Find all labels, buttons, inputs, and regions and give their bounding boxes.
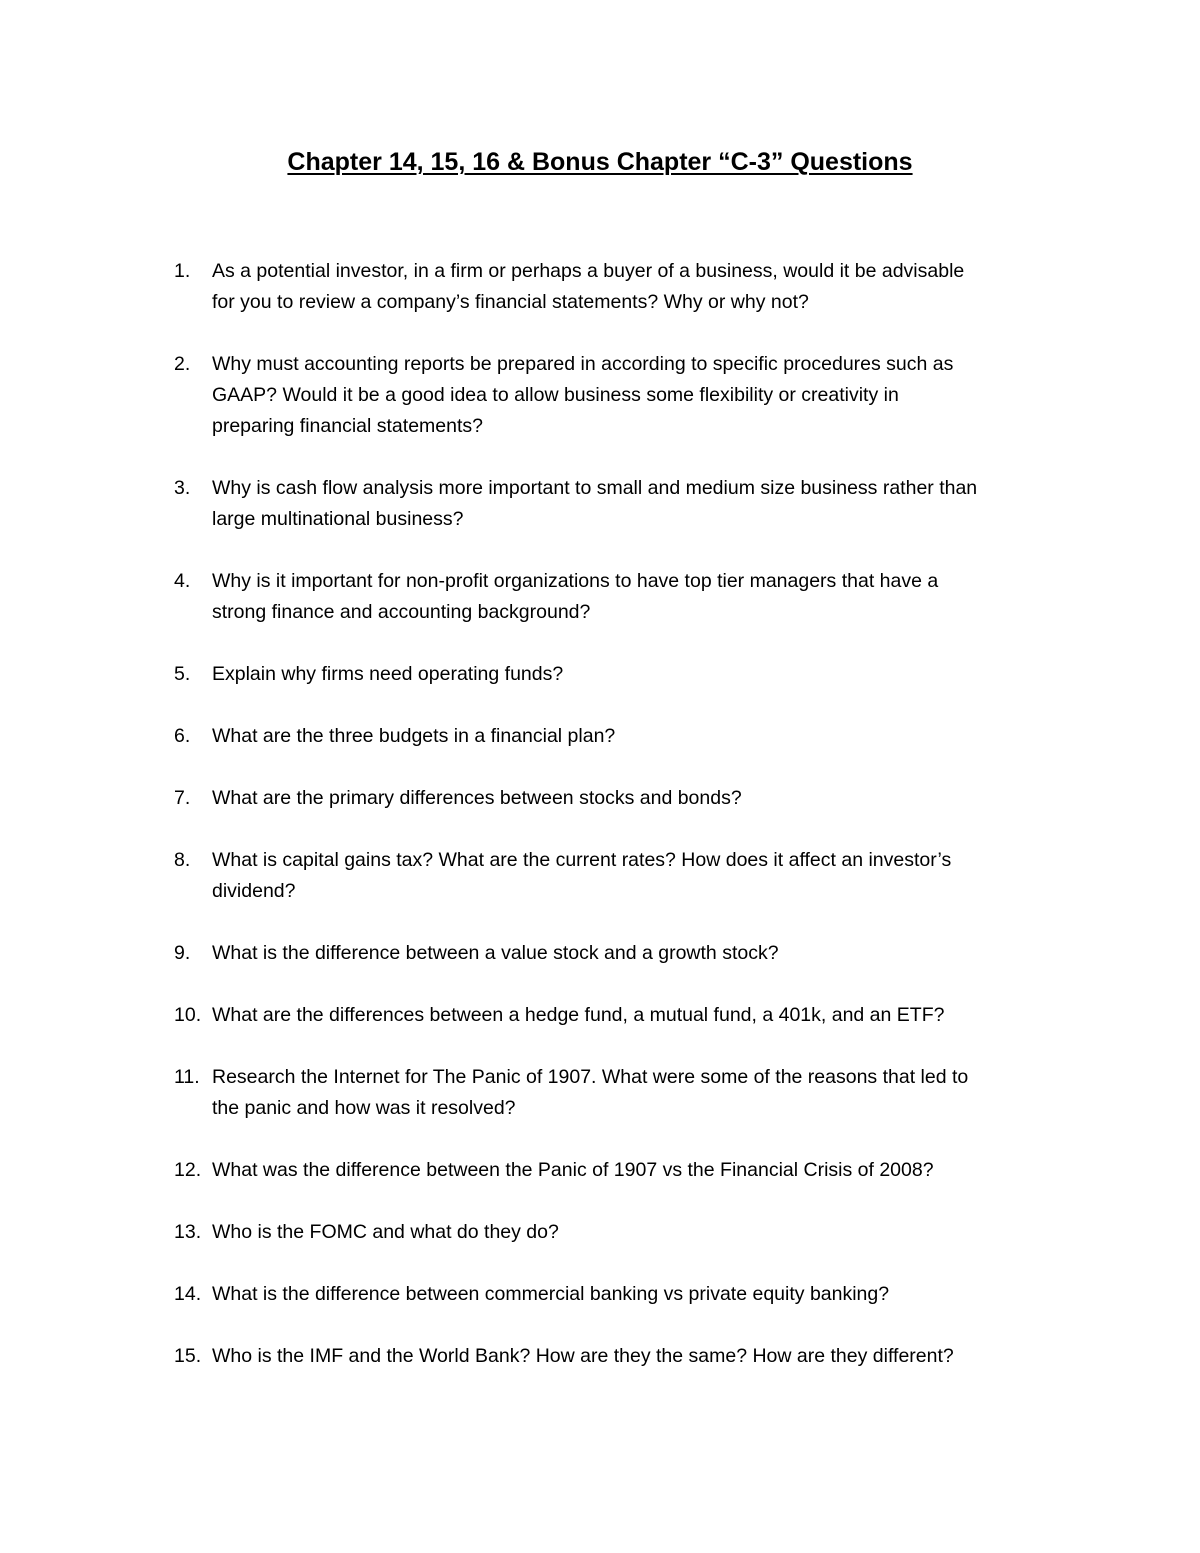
question-number: 1. [174, 260, 191, 282]
question-number: 5. [174, 663, 191, 685]
question-text: Who is the IMF and the World Bank? How are they the same? How are they different? [212, 1345, 954, 1367]
question-number: 9. [174, 942, 191, 964]
question-text: What is the difference between commercial banking vs private equity banking? [212, 1283, 890, 1305]
question-text: Why must accounting reports be prepared in according to specific procedures such as GAAP? Would it be a good idea to allow business some flexibility or creativity in preparing financial statements? [212, 353, 954, 437]
list-item [0, 783, 1200, 814]
question-number: 4. [174, 570, 191, 592]
list-item [0, 473, 1200, 535]
question-number: 14. [174, 1283, 202, 1305]
list-item [0, 938, 1200, 969]
question-list [0, 256, 1200, 1403]
question-text: As a potential investor, in a firm or perhaps a buyer of a business, would it be advisable for you to review a company’s financial statements? Why or why not? [212, 260, 965, 313]
list-item [0, 1341, 1200, 1372]
list-item [0, 721, 1200, 752]
question-number: 15. [174, 1345, 202, 1367]
question-number: 11. [174, 1066, 200, 1088]
question-text: What is the difference between a value stock and a growth stock? [212, 942, 779, 964]
question-text: What are the three budgets in a financial plan? [212, 725, 616, 747]
question-number: 10. [174, 1004, 202, 1026]
question-text: Why is cash flow analysis more important to small and medium size business rather than large multinational business? [212, 477, 978, 530]
page-title: Chapter 14, 15, 16 & Bonus Chapter “C-3” Questions [287, 148, 913, 176]
question-number: 6. [174, 725, 191, 747]
question-text: Who is the FOMC and what do they do? [212, 1221, 559, 1243]
question-text: What are the primary differences between stocks and bonds? [212, 787, 742, 809]
list-item [0, 256, 1200, 318]
list-item [0, 1217, 1200, 1248]
list-item [0, 1000, 1200, 1031]
question-number: 8. [174, 849, 191, 871]
list-item [0, 566, 1200, 628]
list-item [0, 1279, 1200, 1310]
question-number: 12. [174, 1159, 202, 1181]
question-text: What was the difference between the Panic of 1907 vs the Financial Crisis of 2008? [212, 1159, 934, 1181]
question-text: Research the Internet for The Panic of 1907. What were some of the reasons that led to the panic and how was it resolved? [212, 1066, 969, 1119]
question-number: 13. [174, 1221, 202, 1243]
list-item [0, 349, 1200, 442]
list-item [0, 845, 1200, 907]
question-text: What are the differences between a hedge fund, a mutual fund, a 401k, and an ETF? [212, 1004, 945, 1026]
list-item [0, 1155, 1200, 1186]
question-text: Explain why firms need operating funds? [212, 663, 564, 685]
question-text: What is capital gains tax? What are the current rates? How does it affect an investor’s dividend? [212, 849, 952, 902]
question-number: 3. [174, 477, 191, 499]
question-text: Why is it important for non-profit organizations to have top tier managers that have a strong finance and accounting background? [212, 570, 939, 623]
list-item [0, 659, 1200, 690]
question-number: 2. [174, 353, 191, 375]
question-number: 7. [174, 787, 191, 809]
list-item [0, 1062, 1200, 1124]
